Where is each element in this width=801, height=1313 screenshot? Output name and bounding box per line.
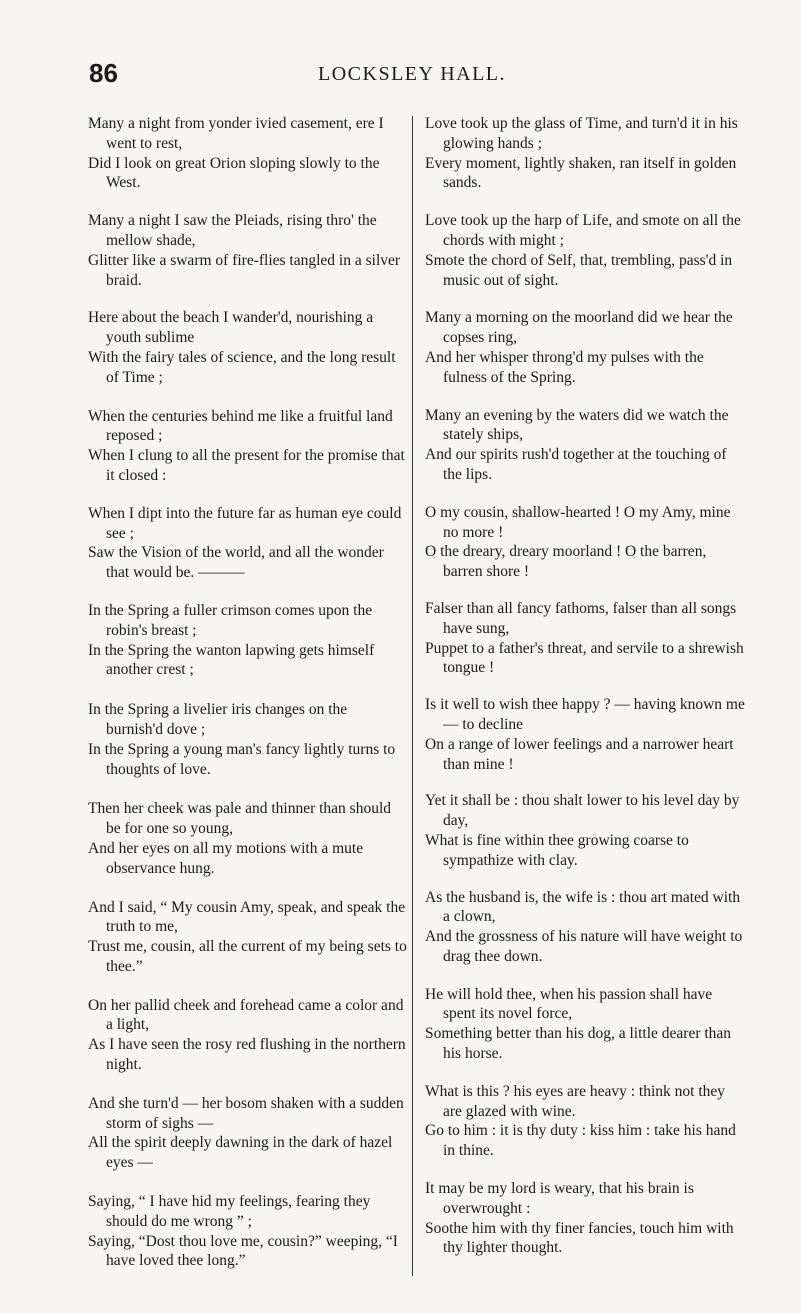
verse-line: Many an evening by the waters did we watch the stately ships, (425, 406, 729, 444)
verse-line: Saw the Vision of the world, and all the wonder that would be. ——— (88, 544, 384, 582)
stanza (425, 406, 747, 485)
stanza (88, 996, 408, 1075)
stanza (425, 791, 747, 870)
column-divider (412, 116, 413, 1276)
verse-line: Here about the beach I wander'd, nourishing a youth sublime (88, 309, 374, 347)
verse-line: And the grossness of his nature will have weight to drag thee down. (425, 928, 743, 965)
page-header (0, 58, 801, 88)
verse-line: It may be my lord is weary, that his brain is overwrought : (425, 1180, 694, 1217)
stanza (425, 599, 747, 678)
stanza (88, 114, 408, 193)
stanza (88, 799, 408, 878)
verse-line: Trust me, cousin, all the current of my being sets to thee.” (88, 938, 407, 975)
verse-line: On her pallid cheek and forehead came a color and a light, (88, 996, 404, 1034)
verse-line: Many a morning on the moorland did we hear the copses ring, (425, 309, 733, 347)
verse-line: With the fairy tales of science, and the long result of Time ; (88, 348, 396, 386)
stanza (88, 700, 408, 779)
verse-line: Many a night from yonder ivied casement, ere I went to rest, (88, 115, 384, 152)
verse-line: All the spirit deeply dawning in the dark of hazel eyes — (88, 1134, 393, 1172)
verse-line: Soothe him with thy finer fancies, touch him with thy lighter thought. (425, 1219, 734, 1257)
verse-line: In the Spring a livelier iris changes on the burnish'd dove ; (88, 701, 348, 738)
stanza (425, 888, 747, 967)
verse-line: Is it well to wish thee happy ? — having known me — to decline (425, 696, 745, 733)
stanza (425, 1179, 747, 1258)
verse-line: Saying, “ I have hid my feelings, fearing they should do me wrong ” ; (88, 1193, 371, 1230)
verse-line: When I clung to all the present for the promise that it closed : (88, 447, 405, 484)
verse-line: On a range of lower feelings and a narrower heart than mine ! (425, 735, 734, 773)
left-column (88, 114, 408, 1271)
verse-line: And I said, “ My cousin Amy, speak, and speak the truth to me, (88, 898, 406, 936)
verse-line: Then her cheek was pale and thinner than should be for one so young, (88, 800, 392, 838)
stanza (88, 504, 408, 583)
stanza (88, 601, 408, 680)
verse-line: In the Spring a fuller crimson comes upon the robin's breast ; (88, 601, 373, 639)
stanza (88, 211, 408, 290)
verse-line: Go to him : it is thy duty : kiss him : take his hand in thine. (425, 1122, 736, 1160)
verse-line: Every moment, lightly shaken, ran itself in golden sands. (425, 154, 737, 192)
verse-line: Love took up the glass of Time, and turn'd it in his glowing hands ; (425, 115, 738, 152)
verse-line: In the Spring a young man's fancy lightly turns to thoughts of love. (88, 740, 396, 778)
verse-line: Yet it shall be : thou shalt lower to his level day by day, (425, 792, 740, 830)
verse-line: He will hold thee, when his passion shall have spent its novel force, (425, 985, 713, 1023)
verse-line: And her whisper throng'd my pulses with the fulness of the Spring. (425, 348, 704, 386)
verse-line: O the dreary, dreary moorland ! O the barren, barren shore ! (425, 543, 707, 581)
verse-line: And her eyes on all my motions with a mute observance hung. (88, 839, 364, 877)
stanza (425, 114, 747, 193)
verse-line: As I have seen the rosy red flushing in the northern night. (88, 1036, 406, 1074)
stanza (88, 1192, 408, 1271)
verse-line: Many a night I saw the Pleiads, rising thro' the mellow shade, (88, 212, 377, 249)
verse-line: Love took up the harp of Life, and smote on all the chords with might ; (425, 212, 741, 249)
stanza (88, 898, 408, 977)
verse-line: Puppet to a father's threat, and servile to a shrewish tongue ! (425, 639, 744, 677)
verse-line: As the husband is, the wife is : thou art mated with a clown, (425, 888, 741, 926)
verse-line: O my cousin, shallow-hearted ! O my Amy, mine no more ! (425, 503, 731, 541)
stanza (425, 695, 747, 774)
stanza (425, 503, 747, 582)
verse-line: And our spirits rush'd together at the touching of the lips. (425, 446, 727, 483)
stanza (425, 308, 747, 387)
stanza (425, 985, 747, 1064)
verse-line: When I dipt into the future far as human eye could see ; (88, 504, 402, 542)
verse-line: Saying, “Dost thou love me, cousin?” weeping, “I have loved thee long.” (88, 1232, 398, 1270)
stanza (88, 308, 408, 387)
verse-line: In the Spring the wanton lapwing gets himself another crest ; (88, 641, 375, 679)
verse-line: Glitter like a swarm of fire-flies tangled in a silver braid. (88, 251, 401, 289)
stanza (425, 1082, 747, 1161)
verse-line: What is fine within thee growing coarse to sympathize with clay. (425, 831, 689, 869)
verse-line: What is this ? his eyes are heavy : think not they are glazed with wine. (425, 1082, 726, 1120)
stanza (88, 407, 408, 486)
stanza (88, 1094, 408, 1173)
verse-line: Did I look on great Orion sloping slowly to the West. (88, 154, 380, 192)
verse-line: When the centuries behind me like a fruitful land reposed ; (88, 407, 393, 445)
right-column (425, 114, 747, 1258)
running-title: LOCKSLEY HALL. (318, 63, 507, 85)
verse-line: Smote the chord of Self, that, trembling, pass'd in music out of sight. (425, 251, 733, 289)
stanza (425, 211, 747, 290)
verse-line: And she turn'd — her bosom shaken with a sudden storm of sighs — (88, 1094, 404, 1132)
page-number: 86 (89, 58, 118, 88)
verse-line: Falser than all fancy fathoms, falser than all songs have sung, (425, 599, 737, 637)
verse-line: Something better than his dog, a little dearer than his horse. (425, 1025, 732, 1063)
